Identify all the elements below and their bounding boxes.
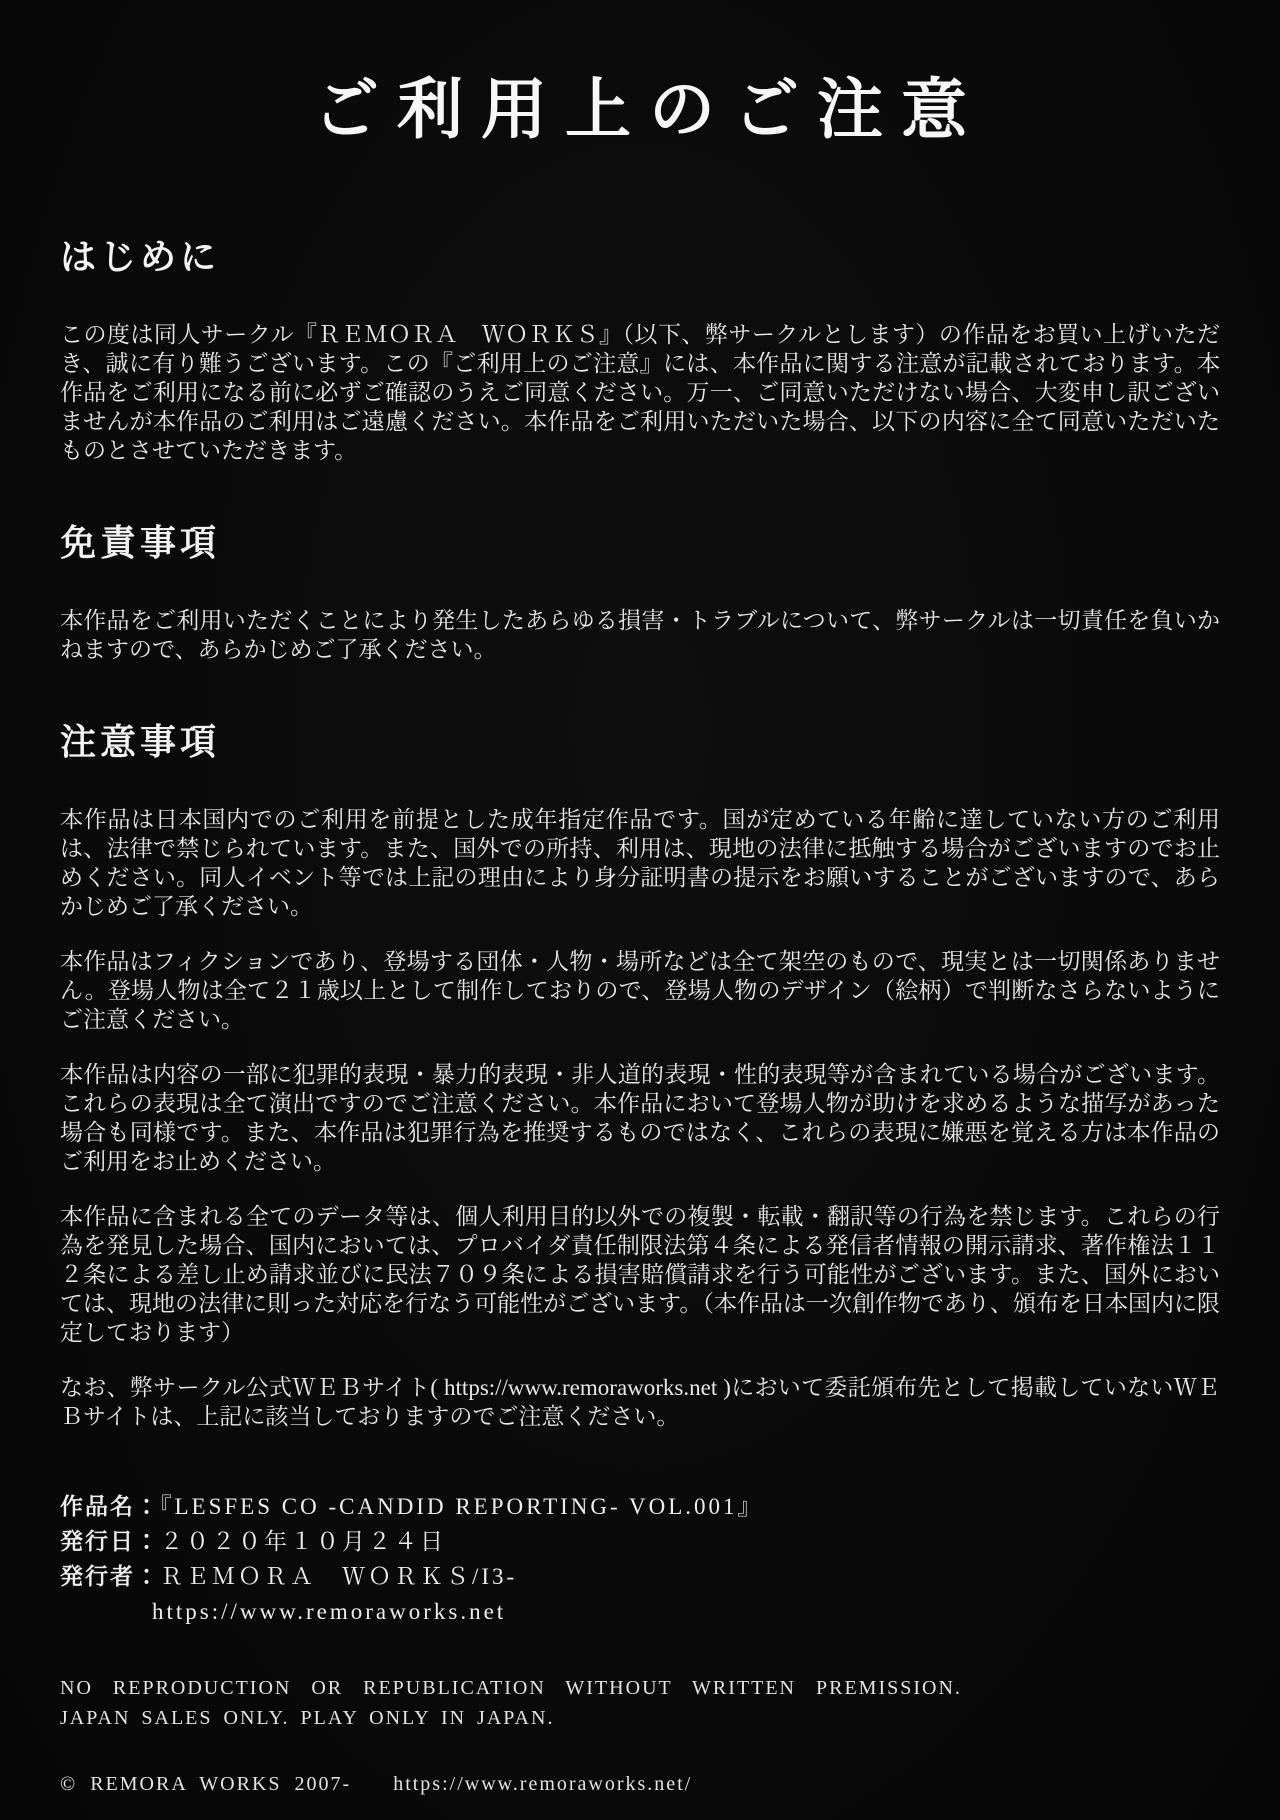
copyright-text: © REMORA WORKS 2007- bbox=[60, 1773, 352, 1795]
copyright-url-text: https://www.remoraworks.net/ bbox=[393, 1773, 693, 1795]
copyright-line bbox=[60, 1769, 1220, 1799]
colophon-value-work-title: 『LESFES CO -CANDID REPORTING- VOL.001』 bbox=[160, 1494, 764, 1519]
colophon-label-work-title: 作品名： bbox=[60, 1494, 160, 1519]
legal-japan-only-line: JAPAN SALES ONLY. PLAY ONLY IN JAPAN. bbox=[60, 1707, 555, 1729]
section-introduction bbox=[60, 229, 1220, 465]
colophon-label-publish-date: 発行日： bbox=[60, 1529, 160, 1554]
page-title: ご利用上のご注意 bbox=[313, 74, 985, 147]
precautions-paragraph-fiction: 本作品はフィクションであり、登場する団体・人物・場所などは全て架空のもので、現実とは一切関係ありません。登場人物は全て２１歳以上として制作しておりので、登場人物のデザイン（絵柄）で判断なさらないようにご注意ください。 bbox=[60, 949, 1220, 1032]
legal-no-reproduction-line: NO REPRODUCTION OR REPUBLICATION WITHOUT WRITTEN PREMISSION. bbox=[60, 1677, 962, 1699]
colophon-value-publisher: ＲＥＭＯＲＡ ＷＯＲＫＳ/I3- bbox=[160, 1564, 518, 1589]
section-precautions bbox=[60, 714, 1220, 1431]
section-heading-precautions: 注意事項 bbox=[60, 722, 221, 762]
colophon-row-publisher-url bbox=[60, 1594, 1220, 1629]
colophon bbox=[60, 1489, 1220, 1629]
precautions-paragraph-website: なお、弊サークル公式ＷＥＢサイト( https://www.remoraworks.net )において委託頒布先として掲載していないＷＥＢサイトは、上記に該当しておりますのでご注意ください。 bbox=[60, 1375, 1220, 1429]
colophon-row-publisher bbox=[60, 1559, 1220, 1594]
disclaimer-paragraph: 本作品をご利用いただくことにより発生したあらゆる損害・トラブルについて、弊サークルは一切責任を負いかねますので、あらかじめご了承ください。 bbox=[60, 608, 1220, 662]
section-disclaimer bbox=[60, 515, 1220, 664]
precautions-paragraph-copyright: 本作品に含まれる全てのデータ等は、個人利用目的以外での複製・転載・翻訳等の行為を禁じます。これらの行為を発見した場合、国内においては、プロバイダ責任制限法第４条による発信者情報の開示請求、著作権法１１２条による差し止め請求並びに民法７０９条による損害賠償請求を行う可能性がございます。また、国外においては、現地の法律に則った対応を行なう可能性がございます。（本作品は一次創作物であり、頒布を日本国内に限定しております） bbox=[60, 1204, 1221, 1345]
precautions-paragraph-age-restriction: 本作品は日本国内でのご利用を前提とした成年指定作品です。国が定めている年齢に達していない方のご利用は、法律で禁じられています。また、国外での所持、利用は、現地の法律に抵触する場合がございますのでお止めください。同人イベント等では上記の理由により身分証明書の提示をお願いすることがございますので、あらかじめご了承ください。 bbox=[60, 807, 1220, 919]
colophon-row-work-title bbox=[60, 1489, 1220, 1524]
section-heading-disclaimer: 免責事項 bbox=[60, 523, 221, 563]
publisher-url-text: https://www.remoraworks.net bbox=[152, 1599, 507, 1624]
colophon-row-publish-date bbox=[60, 1524, 1220, 1559]
section-heading-introduction: はじめに bbox=[60, 237, 221, 277]
introduction-paragraph: この度は同人サークル『ＲＥＭＯＲＡ ＷＯＲＫＳ』（以下、弊サークルとします）の作品をお買い上げいただき、誠に有り難うございます。この『ご利用上のご注意』には、本作品に関する注意が記載されております。本作品をご利用になる前に必ずご確認のうえご同意ください。万一、ご同意いただけない場合、大変申し訳ございませんが本作品のご利用はご遠慮ください。本作品をご利用いただいた場合、以下の内容に全て同意いただいたものとさせていただきます。 bbox=[60, 322, 1221, 463]
colophon-label-publisher: 発行者： bbox=[60, 1564, 160, 1589]
precautions-paragraph-expressions: 本作品は内容の一部に犯罪的表現・暴力的表現・非人道的表現・性的表現等が含まれている場合がございます。これらの表現は全て演出ですのでご注意ください。本作品において登場人物が助けを求めるような描写があった場合も同様です。また、本作品は犯罪行為を推奨するものではなく、これらの表現に嫌悪を覚える方は本作品のご利用をお止めください。 bbox=[60, 1062, 1220, 1174]
colophon-value-publish-date: ２０２０年１０月２４日 bbox=[160, 1529, 446, 1554]
legal-notice bbox=[60, 1673, 1220, 1799]
